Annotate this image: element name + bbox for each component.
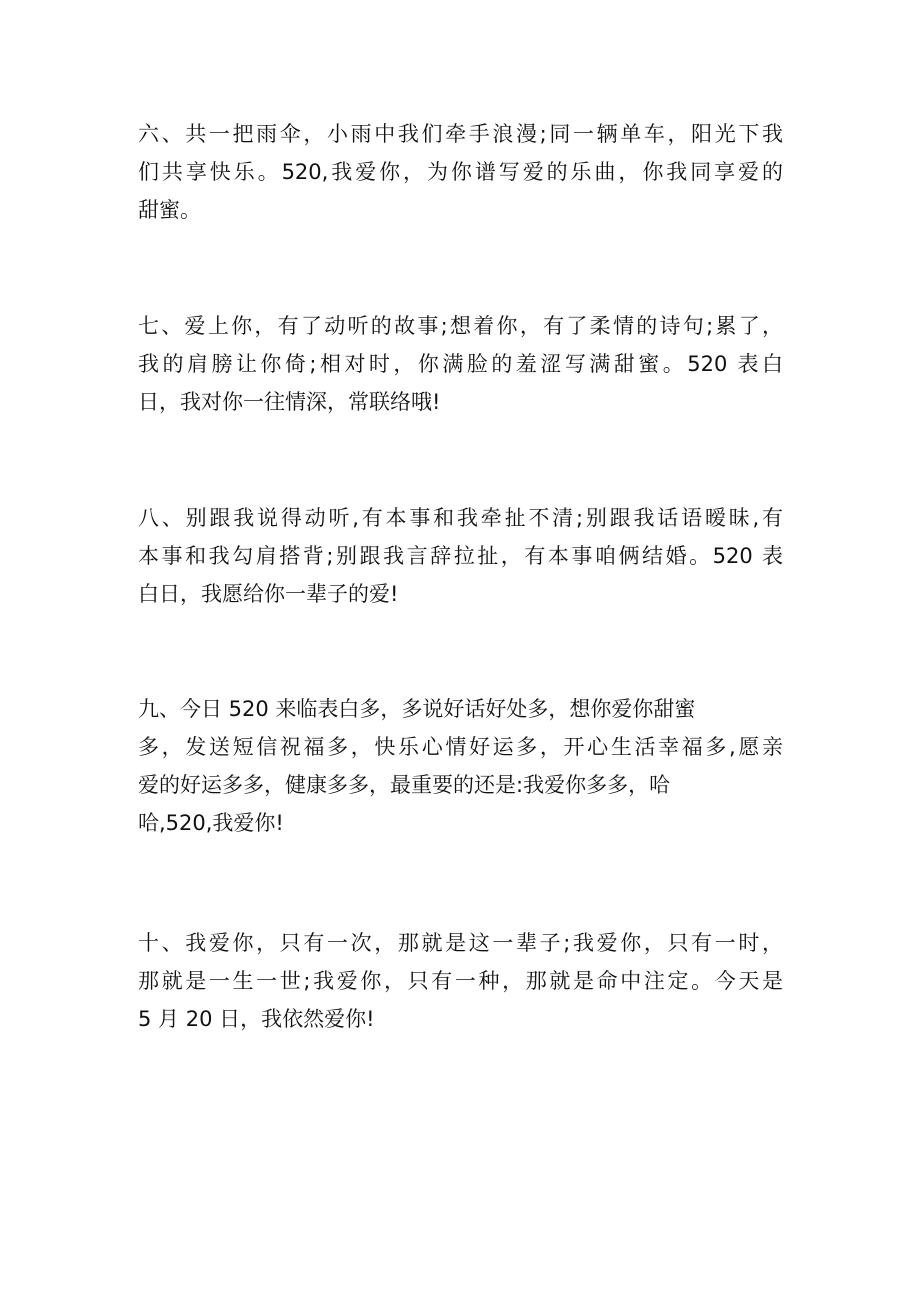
paragraph-line: 本事和我勾肩搭背;别跟我言辞拉扯，有本事咱俩结婚。520 表 [138,544,783,568]
paragraph-line: 白日，我愿给你一辈子的爱! [138,582,399,606]
paragraph-line: 八、别跟我说得动听,有本事和我牵扯不清;别跟我话语暧昧,有 [138,506,783,530]
paragraph-line: 那就是一生一世;我爱你，只有一种，那就是命中注定。今天是 [138,969,783,993]
paragraph-line: 六、共一把雨伞，小雨中我们牵手浪漫;同一辆单车，阳光下我 [138,122,783,146]
paragraph-7 [138,307,783,421]
paragraph-10 [138,924,783,1038]
paragraph-line: 十、我爱你，只有一次，那就是这一辈子;我爱你，只有一时， [138,931,783,955]
paragraph-line: 七、爱上你，有了动听的故事;想着你，有了柔情的诗句;累了， [138,314,783,338]
paragraph-8 [138,499,783,613]
paragraph-line: 5 月 20 日，我依然爱你! [138,1007,375,1031]
paragraph-line: 哈,520,我爱你! [138,811,284,835]
paragraph-line: 甜蜜。 [138,198,201,222]
paragraph-line: 爱的好运多多，健康多多，最重要的还是:我爱你多多，哈 [138,773,671,797]
paragraph-line: 九、今日 520 来临表白多，多说好话好处多，想你爱你甜蜜 [138,697,696,721]
paragraph-9 [138,690,783,842]
paragraph-6 [138,115,783,229]
paragraph-line: 我的肩膀让你倚;相对时，你满脸的羞涩写满甜蜜。520 表白 [138,352,783,376]
paragraph-line: 多，发送短信祝福多，快乐心情好运多，开心生活幸福多,愿亲 [138,735,783,759]
paragraph-line: 们共享快乐。520,我爱你，为你谱写爱的乐曲，你我同享爱的 [138,160,783,184]
paragraph-line: 日，我对你一往情深，常联络哦! [138,390,441,414]
